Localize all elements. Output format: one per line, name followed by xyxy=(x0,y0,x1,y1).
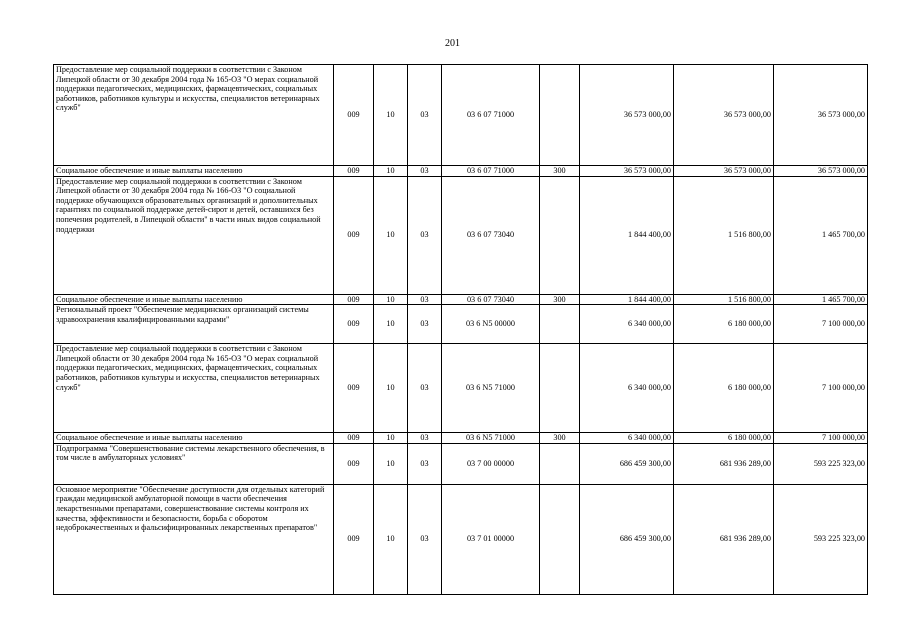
amount-year-1: 36 573 000,00 xyxy=(580,166,674,177)
table-row xyxy=(54,305,868,344)
department-code: 009 xyxy=(334,166,374,177)
section-code: 10 xyxy=(374,305,408,344)
target-article-code: 03 6 N5 00000 xyxy=(442,305,540,344)
budget-item-name: Предоставление мер социальной поддержки в соответствии с Законом Липецкой области от 30 декабря 2004 года № 166-ОЗ "О социальной поддержке обучающихся образовательных организаций и дополнительных гарантиях по социальной поддержке детей-сирот и детей, оставшихся без попечения родителей, в Липецкой области" в части иных видов социальной поддержки xyxy=(54,176,334,294)
budget-table xyxy=(53,64,868,595)
target-article-code: 03 6 07 71000 xyxy=(442,166,540,177)
amount-year-1: 6 340 000,00 xyxy=(580,305,674,344)
table-row xyxy=(54,166,868,177)
amount-year-2: 681 936 289,00 xyxy=(674,443,774,484)
amount-year-1: 686 459 300,00 xyxy=(580,443,674,484)
target-article-code: 03 6 N5 71000 xyxy=(442,433,540,444)
subsection-code: 03 xyxy=(408,344,442,433)
department-code: 009 xyxy=(334,344,374,433)
subsection-code: 03 xyxy=(408,65,442,166)
department-code: 009 xyxy=(334,294,374,305)
budget-item-name: Предоставление мер социальной поддержки в соответствии с Законом Липецкой области от 30 декабря 2004 года № 165-ОЗ "О мерах социальной поддержки педагогических, медицинских, фармацевтических, социальных работников, работников культуры и искусства, специалистов ветеринарных служб" xyxy=(54,65,334,166)
target-article-code: 03 6 07 73040 xyxy=(442,294,540,305)
amount-year-1: 6 340 000,00 xyxy=(580,433,674,444)
budget-item-name: Региональный проект "Обеспечение медицинских организаций системы здравоохранения квалифицированными кадрами" xyxy=(54,305,334,344)
target-article-code: 03 7 01 00000 xyxy=(442,484,540,594)
amount-year-3: 36 573 000,00 xyxy=(774,166,868,177)
amount-year-1: 686 459 300,00 xyxy=(580,484,674,594)
amount-year-3: 593 225 323,00 xyxy=(774,443,868,484)
amount-year-3: 1 465 700,00 xyxy=(774,176,868,294)
target-article-code: 03 6 N5 71000 xyxy=(442,344,540,433)
table-row xyxy=(54,443,868,484)
section-code: 10 xyxy=(374,433,408,444)
amount-year-1: 1 844 400,00 xyxy=(580,176,674,294)
table-row xyxy=(54,344,868,433)
expense-type-code xyxy=(540,443,580,484)
amount-year-2: 681 936 289,00 xyxy=(674,484,774,594)
section-code: 10 xyxy=(374,176,408,294)
expense-type-code xyxy=(540,305,580,344)
subsection-code: 03 xyxy=(408,433,442,444)
section-code: 10 xyxy=(374,344,408,433)
budget-item-name: Социальное обеспечение и иные выплаты населению xyxy=(54,166,334,177)
amount-year-3: 1 465 700,00 xyxy=(774,294,868,305)
amount-year-2: 6 180 000,00 xyxy=(674,433,774,444)
target-article-code: 03 7 00 00000 xyxy=(442,443,540,484)
department-code: 009 xyxy=(334,484,374,594)
amount-year-1: 36 573 000,00 xyxy=(580,65,674,166)
amount-year-2: 6 180 000,00 xyxy=(674,344,774,433)
expense-type-code: 300 xyxy=(540,294,580,305)
amount-year-2: 36 573 000,00 xyxy=(674,65,774,166)
amount-year-2: 6 180 000,00 xyxy=(674,305,774,344)
amount-year-2: 1 516 800,00 xyxy=(674,176,774,294)
amount-year-3: 7 100 000,00 xyxy=(774,344,868,433)
expense-type-code xyxy=(540,176,580,294)
subsection-code: 03 xyxy=(408,484,442,594)
department-code: 009 xyxy=(334,305,374,344)
amount-year-1: 6 340 000,00 xyxy=(580,344,674,433)
amount-year-3: 593 225 323,00 xyxy=(774,484,868,594)
department-code: 009 xyxy=(334,433,374,444)
budget-item-name: Социальное обеспечение и иные выплаты населению xyxy=(54,294,334,305)
department-code: 009 xyxy=(334,176,374,294)
table-row xyxy=(54,433,868,444)
table-row xyxy=(54,484,868,594)
table-row xyxy=(54,176,868,294)
subsection-code: 03 xyxy=(408,443,442,484)
subsection-code: 03 xyxy=(408,176,442,294)
subsection-code: 03 xyxy=(408,294,442,305)
amount-year-3: 36 573 000,00 xyxy=(774,65,868,166)
target-article-code: 03 6 07 73040 xyxy=(442,176,540,294)
table-row xyxy=(54,65,868,166)
section-code: 10 xyxy=(374,443,408,484)
section-code: 10 xyxy=(374,166,408,177)
budget-item-name: Предоставление мер социальной поддержки в соответствии с Законом Липецкой области от 30 декабря 2004 года № 165-ОЗ "О мерах социальной поддержки педагогических, медицинских, фармацевтических, социальных работников, работников культуры и искусства, специалистов ветеринарных служб" xyxy=(54,344,334,433)
amount-year-2: 36 573 000,00 xyxy=(674,166,774,177)
subsection-code: 03 xyxy=(408,305,442,344)
department-code: 009 xyxy=(334,443,374,484)
expense-type-code xyxy=(540,344,580,433)
budget-item-name: Подпрограмма "Совершенствование системы лекарственного обеспечения, в том числе в амбулаторных условиях" xyxy=(54,443,334,484)
page-number: 201 xyxy=(445,38,460,49)
expense-type-code xyxy=(540,65,580,166)
section-code: 10 xyxy=(374,484,408,594)
budget-item-name: Основное мероприятие "Обеспечение доступности для отдельных категорий граждан медицинской амбулаторной помощи в части обеспечения лекарственными препаратами, совершенствование системы контроля их качества, эффективности и безопасности, борьба с оборотом недоброкачественных и фальсифицированных лекарственных препаратов" xyxy=(54,484,334,594)
section-code: 10 xyxy=(374,294,408,305)
target-article-code: 03 6 07 71000 xyxy=(442,65,540,166)
expense-type-code: 300 xyxy=(540,433,580,444)
amount-year-3: 7 100 000,00 xyxy=(774,433,868,444)
amount-year-3: 7 100 000,00 xyxy=(774,305,868,344)
expense-type-code: 300 xyxy=(540,166,580,177)
amount-year-1: 1 844 400,00 xyxy=(580,294,674,305)
table-row xyxy=(54,294,868,305)
amount-year-2: 1 516 800,00 xyxy=(674,294,774,305)
expense-type-code xyxy=(540,484,580,594)
subsection-code: 03 xyxy=(408,166,442,177)
budget-item-name: Социальное обеспечение и иные выплаты населению xyxy=(54,433,334,444)
department-code: 009 xyxy=(334,65,374,166)
section-code: 10 xyxy=(374,65,408,166)
